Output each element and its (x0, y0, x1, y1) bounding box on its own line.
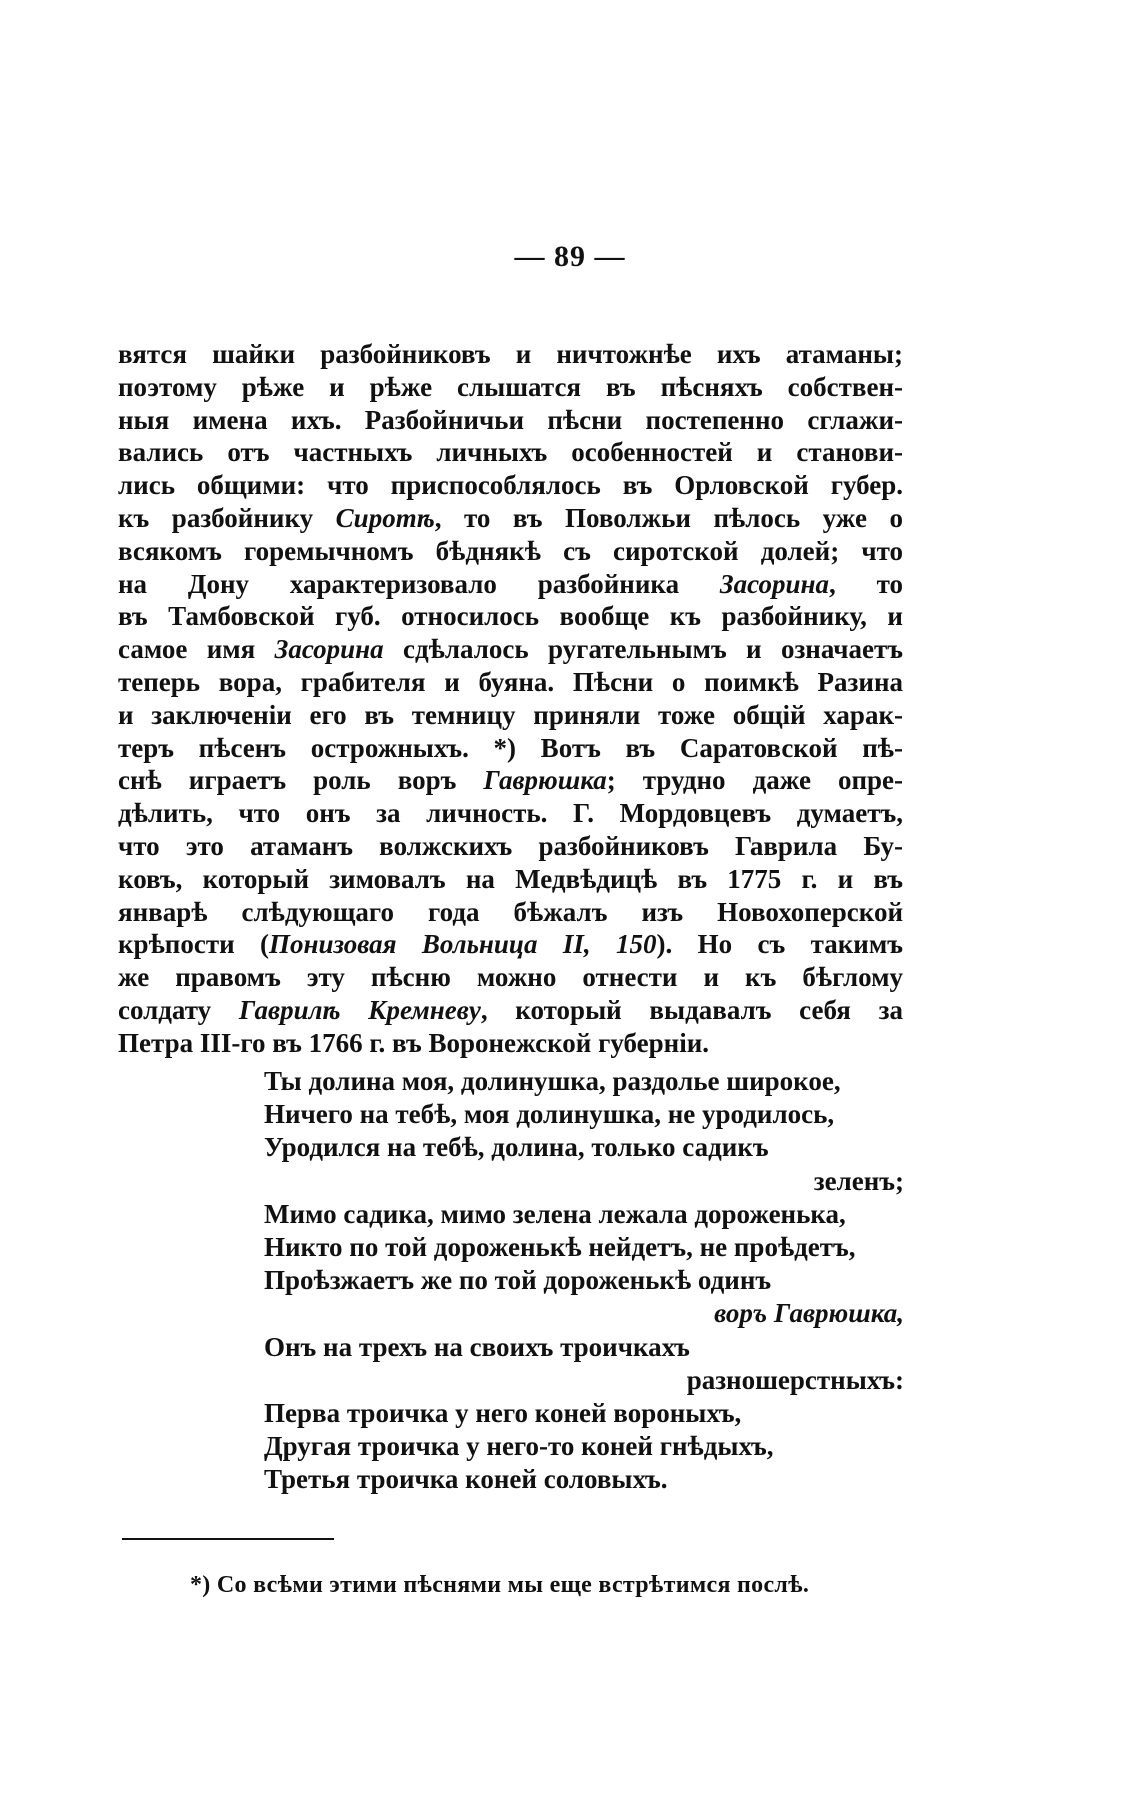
prose-line: Петра III-го въ 1766 г. въ Воронежской губерніи. (118, 1027, 710, 1058)
verse-line: Мимо садика, мимо зелена лежала дороженька, (264, 1198, 846, 1229)
prose-line: самое имя Засорина сдѣлалось ругательнымъ и означаетъ (118, 634, 903, 665)
prose-line: въ Тамбовской губ. относилось вообще къ разбойнику, и (118, 601, 903, 632)
prose-line: къ разбойнику Сиротѣ, то въ Поволжьи пѣлось уже о (118, 502, 903, 533)
prose-line: ковъ, который зимовалъ на Медвѣдицѣ въ 1775 г. и въ (118, 863, 903, 894)
italic-name: Засорина (719, 568, 829, 599)
prose-line: теръ пѣсенъ острожныхъ. *) Вотъ въ Саратовской пѣ- (118, 732, 903, 763)
italic-name: Засорина (274, 634, 384, 665)
song-verse (264, 1065, 904, 1496)
prose-line: вятся шайки разбойниковъ и ничтожнѣе ихъ атаманы; (118, 339, 903, 369)
prose-line: снѣ играетъ роль воръ Гаврюшка; трудно даже опре- (118, 765, 903, 796)
italic-name: Гаврилѣ Кремневу (238, 994, 481, 1025)
verse-line: Никто по той дороженькѣ нейдетъ, не проѣдетъ, (264, 1231, 856, 1262)
prose-line: солдату Гаврилѣ Кремневу, который выдавалъ себя за (118, 994, 903, 1025)
prose-line: же правомъ эту пѣсню можно отнести и къ бѣглому (118, 962, 903, 993)
verse-line-continuation: разношерстныхъ: (686, 1364, 904, 1395)
italic-citation: Понизовая Вольница II, 150 (269, 929, 657, 960)
verse-line: Перва троичка у него коней вороныхъ, (264, 1397, 742, 1428)
verse-line: Ничего на тебѣ, моя долинушка, не уродилось, (264, 1099, 835, 1130)
footnote: *) Со всѣми этими пѣснями мы еще встрѣтимся послѣ. (190, 1572, 810, 1598)
verse-line: Другая троичка у него-то коней гнѣдыхъ, (264, 1431, 774, 1462)
verse-line-continuation: зеленъ; (813, 1165, 904, 1196)
verse-line-continuation: воръ Гаврюшка, (714, 1298, 904, 1329)
prose-line: ныя имена ихъ. Разбойничьи пѣсни постепенно сглажи- (118, 404, 903, 435)
page-number: — 89 — (514, 240, 626, 273)
verse-line: Онъ на трехъ на своихъ троичкахъ (264, 1331, 690, 1362)
prose-line: на Дону характеризовало разбойника Засорина, то (118, 568, 903, 599)
prose-line: теперь вора, грабителя и буяна. Пѣсни о поимкѣ Разина (118, 666, 903, 697)
prose-line: крѣпости (Понизовая Вольница II, 150). Но съ такимъ (118, 929, 903, 960)
verse-line: Ты долина моя, долинушка, раздолье широкое, (264, 1066, 841, 1096)
prose-line: поэтому рѣже и рѣже слышатся въ пѣсняхъ собствен- (118, 371, 903, 402)
prose-line: вались отъ частныхъ личныхъ особенностей и станови- (118, 437, 903, 468)
italic-name: Сиротѣ (335, 502, 435, 533)
verse-line: Проѣзжаетъ же по той дороженькѣ одинъ (264, 1265, 772, 1296)
prose-line: всякомъ горемычномъ бѣднякѣ съ сиротской долей; что (118, 535, 903, 566)
prose-line: и заключеніи его въ темницу приняли тоже общій харак- (118, 699, 903, 730)
italic-name: Гаврюшка (483, 765, 607, 796)
prose-line: что это атаманъ волжскихъ разбойниковъ Гаврила Бу- (118, 830, 903, 861)
prose-line: лись общими: что приспособлялось въ Орловской губер. (118, 470, 903, 501)
prose-paragraph (118, 338, 903, 1060)
prose-line: дѣлить, что онъ за личность. Г. Мордовцевъ думаетъ, (118, 798, 903, 829)
prose-line: январѣ слѣдующаго года бѣжалъ изъ Новохоперской (118, 896, 903, 927)
footnote-divider (122, 1538, 334, 1540)
verse-line: Третья троичка коней соловыхъ. (264, 1464, 668, 1495)
verse-line: Уродился на тебѣ, долина, только садикъ (264, 1132, 769, 1163)
